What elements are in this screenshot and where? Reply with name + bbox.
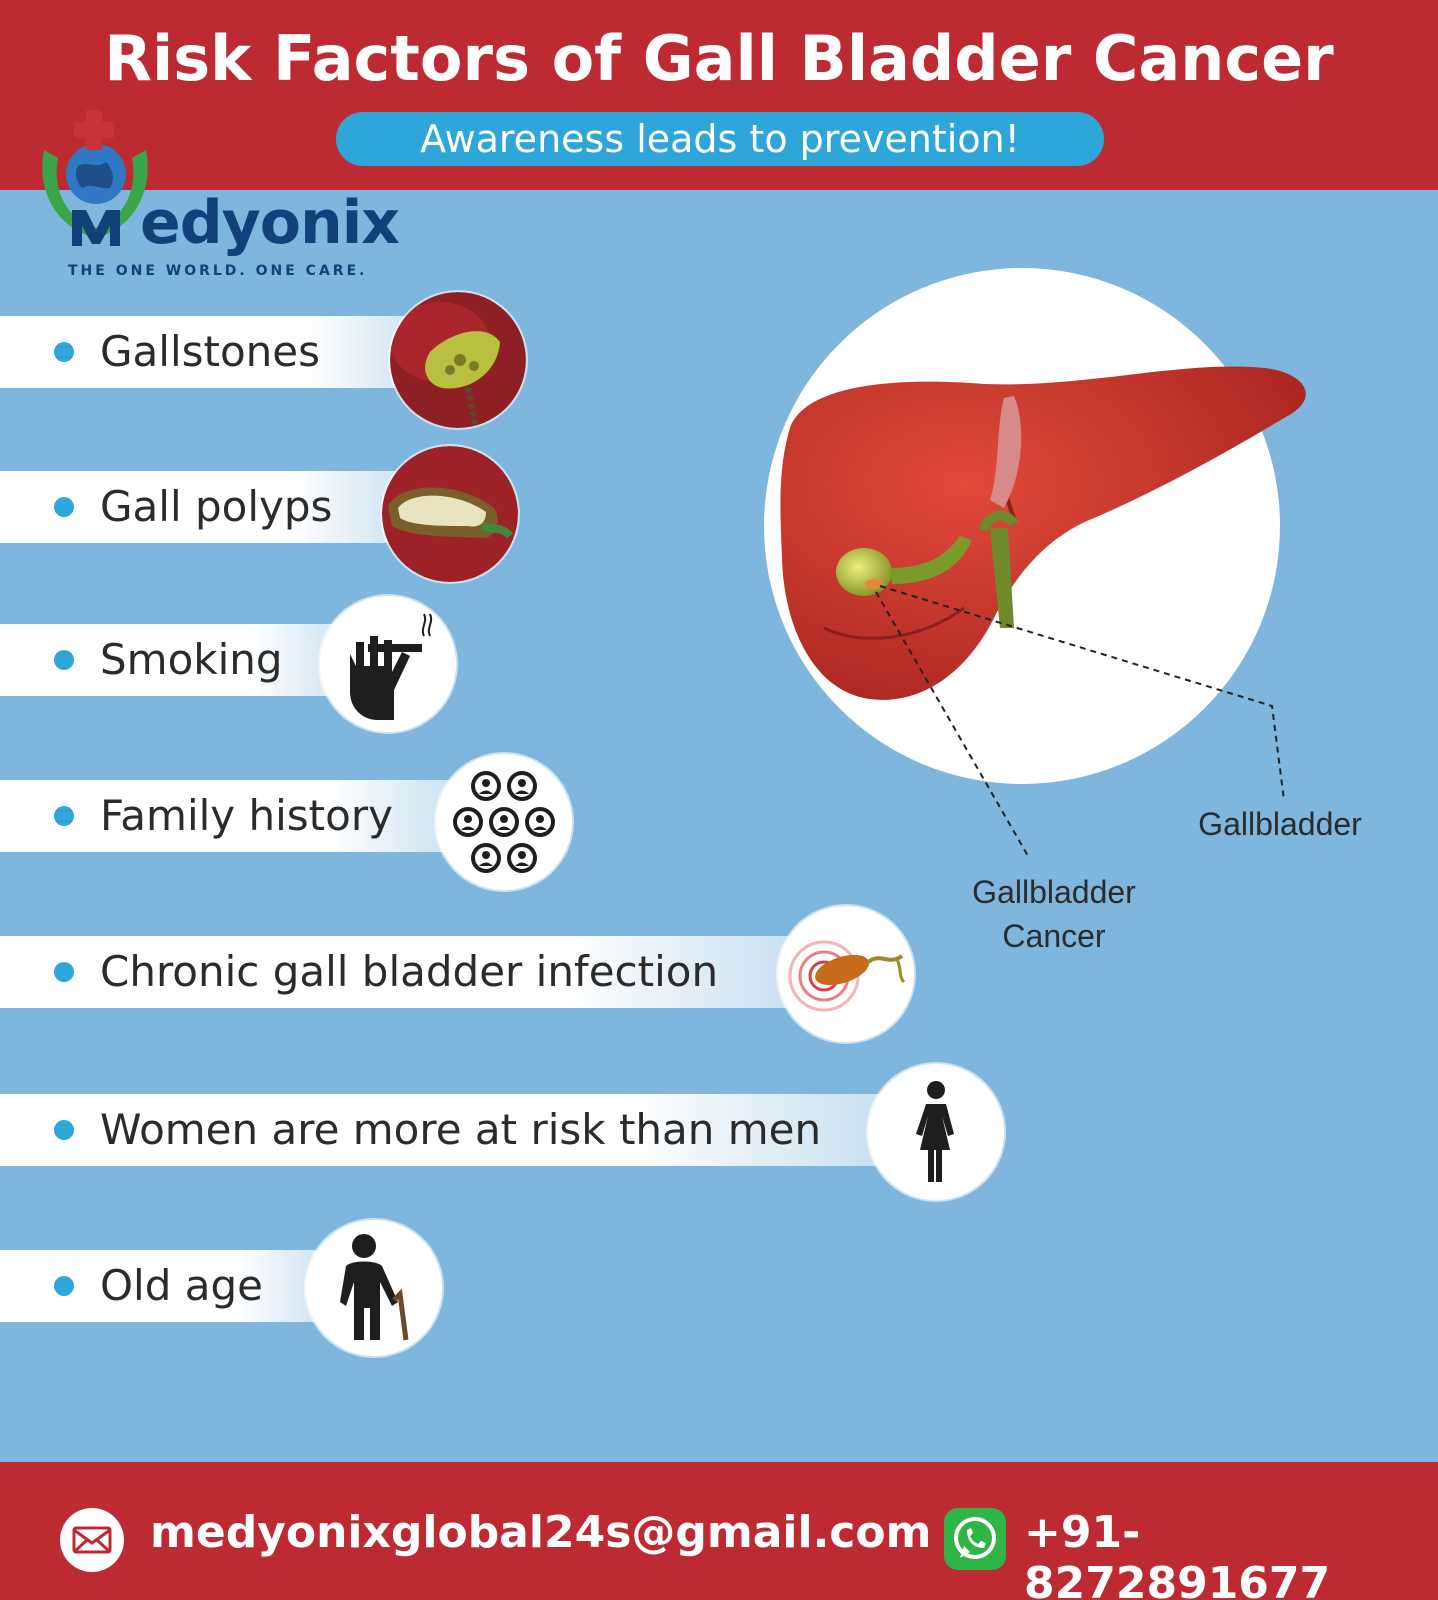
risk-item-old-age	[0, 1250, 340, 1322]
risk-item-smoking	[0, 624, 360, 696]
family-network-icon	[436, 754, 572, 890]
label-gallbladder: Gallbladder	[1198, 806, 1362, 842]
risk-label: Smoking	[100, 635, 283, 684]
subtitle-pill: Awareness leads to prevention!	[336, 112, 1104, 166]
bullet-dot	[54, 1120, 74, 1140]
risk-label: Gallstones	[100, 327, 321, 376]
risk-label: Chronic gall bladder infection	[100, 947, 719, 996]
bullet-dot	[54, 342, 74, 362]
mail-icon	[60, 1508, 124, 1572]
bullet-dot	[54, 806, 74, 826]
gall-polyps-icon	[382, 446, 518, 582]
risk-label: Gall polyps	[100, 482, 333, 531]
logo-wordmark: edyonix	[140, 188, 399, 258]
smoking-hand-icon	[320, 596, 456, 732]
bullet-dot	[54, 650, 74, 670]
label-cancer-line1: Gallbladder	[972, 874, 1136, 910]
contact-phone[interactable]: +91-8272891677	[1024, 1507, 1331, 1600]
risk-item-family-history	[0, 780, 470, 852]
bullet-dot	[54, 962, 74, 982]
risk-label: Women are more at risk than men	[100, 1105, 822, 1154]
medyonix-logo	[36, 110, 399, 285]
label-cancer-line2: Cancer	[1002, 918, 1106, 954]
bullet-dot	[54, 497, 74, 517]
contact-email[interactable]: medyonixglobal24s@gmail.com	[150, 1507, 932, 1558]
label-gallbladder-cancer	[934, 870, 1174, 958]
woman-icon	[868, 1064, 1004, 1200]
risk-label: Old age	[100, 1261, 263, 1310]
risk-label: Family history	[100, 791, 393, 840]
gallstones-icon	[390, 292, 526, 428]
risk-item-women	[0, 1094, 900, 1166]
bullet-dot	[54, 1276, 74, 1296]
bacteria-icon	[778, 906, 914, 1042]
risk-item-gallstones	[0, 316, 440, 388]
logo-tagline: THE ONE WORLD. ONE CARE.	[68, 263, 368, 279]
elderly-person-icon	[306, 1220, 442, 1356]
risk-item-chronic-infection	[0, 936, 810, 1008]
liver-gallbladder-illustration	[764, 268, 1324, 828]
whatsapp-icon	[944, 1508, 1006, 1570]
risk-item-gall-polyps	[0, 471, 420, 543]
page-title: Risk Factors of Gall Bladder Cancer	[104, 22, 1334, 95]
